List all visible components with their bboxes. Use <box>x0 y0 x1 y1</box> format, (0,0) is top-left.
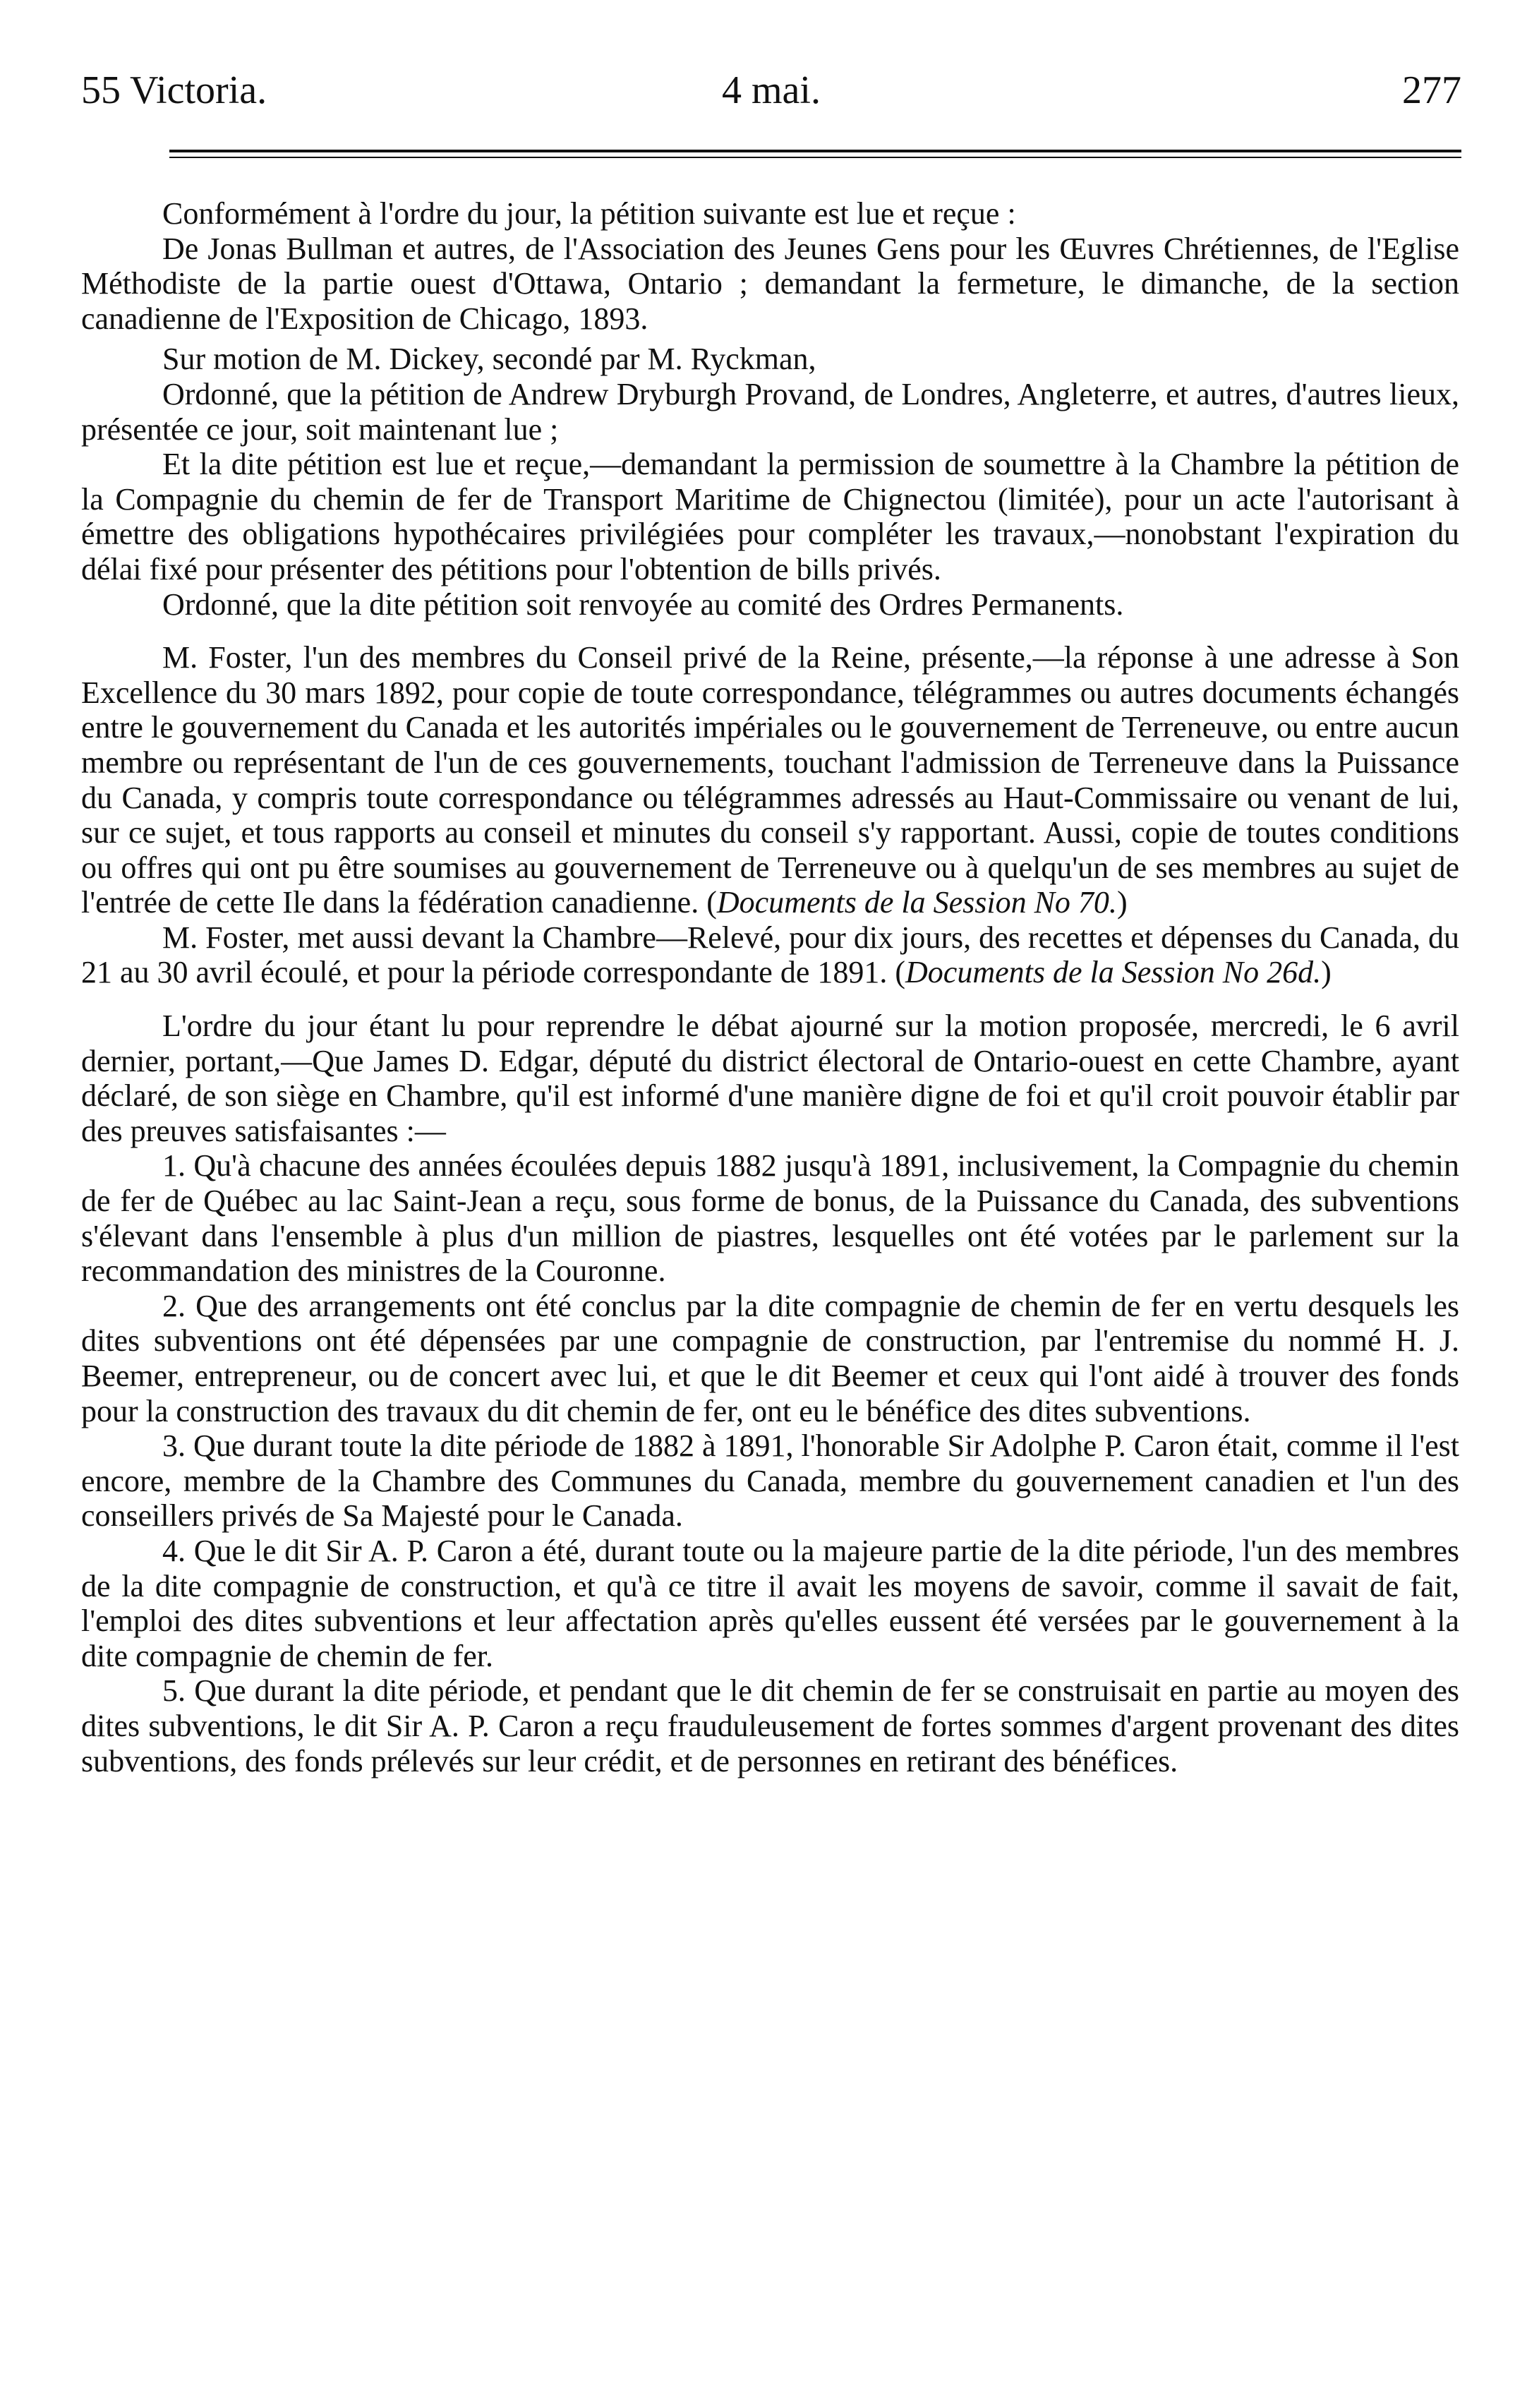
paragraph-petition-chignectou: Et la dite pétition est lue et reçue,—demandant la permission de soumettre à la Chambre la pétition de la Compagnie du chemin de fer de Transport Maritime de Chignectou (limitée), pour un acte l'autorisant à émettre des obligations hypothécaires privilégiées pour compléter les travaux,—nonobstant l'expiration du délai fixé pour présenter des pétitions pour l'obtention de bills privés. <box>81 447 1459 586</box>
paragraph-motion: Sur motion de M. Dickey, secondé par M. Ryckman, <box>162 342 816 377</box>
paragraph-item-3: 3. Que durant toute la dite période de 1882 à 1891, l'honorable Sir Adolphe P. Caron était, comme il l'est encore, membre de la Chambre des Communes du Canada, membre du gouvernement canadien et l'un des conseillers privés de Sa Majesté pour le Canada. <box>81 1428 1459 1534</box>
header-rule-thin <box>169 157 1461 158</box>
header-session: 55 Victoria. <box>81 68 267 112</box>
paragraph-item-5: 5. Que durant la dite période, et pendant que le dit chemin de fer se construisait en partie au moyen des dites subventions, le dit Sir A. P. Caron a reçu frauduleusement de fortes sommes d'argent provenant des dites subventions, des fonds prélevés sur leur crédit, et de personnes en retirant des bénéfices. <box>81 1673 1459 1778</box>
paragraph-foster-reponse: M. Foster, l'un des membres du Conseil privé de la Reine, présente,—la réponse à une adresse à Son Excellence du 30 mars 1892, pour copie de toute correspondance, télégrammes ou autres documents échangés entre le gouvernement du Canada et les autorités impériales ou le gouvernement de Terreneuve, ou entre aucun membre ou représentant de l'un de ces gouvernements, touchant l'admission de Terreneuve dans la Puissance du Canada, y compris toute correspondance ou télégrammes adressés au Haut-Commissaire ou venant de lui, sur ce sujet, et tous rapports au conseil et minutes du conseil s'y rapportant. Aussi, copie de toutes conditions ou offres qui ont pu être soumises au gouvernement de Terreneuve ou à quelqu'un de ses membres au sujet de l'entrée de cette Ile dans la fédération canadienne. (Documents de la Session No 70.) <box>81 640 1459 920</box>
paragraph-item-2: 2. Que des arrangements ont été conclus par la dite compagnie de chemin de fer en vertu desquels les dites subventions ont été dépensées par une compagnie de construction, par l'entremise du nommé H. J. Beemer, entrepreneur, ou de concert avec lui, et que le dit Beemer et ceux qui l'ont aidé à trouver des fonds pour la construction des travaux du dit chemin de fer, ont eu le bénéfice des dites subventions. <box>81 1288 1459 1428</box>
paragraph-petition-bullman: De Jonas Bullman et autres, de l'Association des Jeunes Gens pour les Œuvres Chrétiennes, de l'Eglise Méthodiste de la partie ouest d'Ottawa, Ontario ; demandant la fermeture, le dimanche, de la section canadienne de l'Exposition de Chicago, 1893. <box>81 231 1459 336</box>
header-rule-thick <box>169 150 1461 152</box>
page-header <box>81 62 1461 119</box>
paragraph-ordonne-renvoi: Ordonné, que la dite pétition soit renvoyée au comité des Ordres Permanents. <box>162 586 1124 622</box>
document-reference: Documents de la Session No 26d. <box>905 955 1322 990</box>
document-reference: Documents de la Session No 70. <box>716 885 1117 920</box>
paragraph-item-1: 1. Qu'à chacune des années écoulées depuis 1882 jusqu'à 1891, inclusivement, la Compagnie du chemin de fer de Québec au lac Saint-Jean a reçu, sous forme de bonus, de la Puissance du Canada, des subventions s'élevant dans l'ensemble à plus d'un million de piastres, lesquelles ont été votées par le parlement sur la recommandation des ministres de la Couronne. <box>81 1148 1459 1289</box>
paragraph-foster-releve: M. Foster, met aussi devant la Chambre—Relevé, pour dix jours, des recettes et dépenses du Canada, du 21 au 30 avril écoulé, et pour la période correspondante de 1891. (Documents de la Session No 26d.) <box>81 920 1459 990</box>
paragraph-intro: Conformément à l'ordre du jour, la pétition suivante est lue et reçue : <box>162 196 1016 231</box>
paragraph-ordre-du-jour: L'ordre du jour étant lu pour reprendre le débat ajourné sur la motion proposée, mercredi, le 6 avril dernier, portant,—Que James D. Edgar, député du district électoral de Ontario-ouest en cette Chambre, ayant déclaré, de son siège en Chambre, qu'il est informé d'une manière digne de foi et qu'il croit pouvoir établir par des preuves satisfaisantes :— <box>81 1009 1459 1148</box>
header-date: 4 mai. <box>722 68 821 112</box>
paragraph-item-4: 4. Que le dit Sir A. P. Caron a été, durant toute ou la majeure partie de la dite période, l'un des membres de la dite compagnie de construction, et qu'à ce titre il avait les moyens de savoir, comme il savait de fait, l'emploi des dites subventions et leur affectation après qu'elles eussent été versées par le gouvernement à la dite compagnie de chemin de fer. <box>81 1533 1459 1673</box>
page-number: 277 <box>1402 68 1461 112</box>
paragraph-ordonne-provand: Ordonné, que la pétition de Andrew Dryburgh Provand, de Londres, Angleterre, et autres, d'autres lieux, présentée ce jour, soit maintenant lue ; <box>81 376 1459 447</box>
body-text <box>81 196 1459 1778</box>
